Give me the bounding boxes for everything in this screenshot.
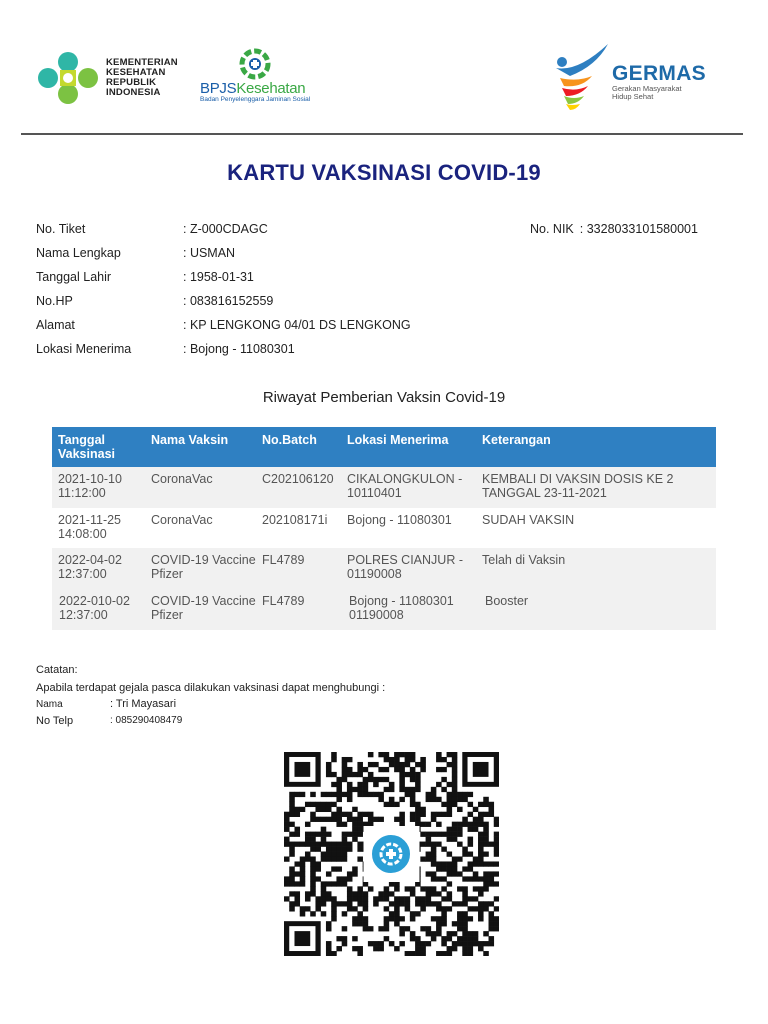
info-value: : Bojong - 11080301 <box>183 342 295 356</box>
vaccine-history-title: Riwayat Pemberian Vaksin Covid-19 <box>262 389 506 406</box>
table-cell: 2022-04-02 12:37:00 <box>58 553 122 581</box>
table-cell: CIKALONGKULON - 10110401 <box>347 472 463 500</box>
nik-field <box>530 222 698 236</box>
page-title: KARTU VAKSINASI COVID-19 <box>227 160 541 185</box>
table-cell: COVID-19 Vaccine Pfizer <box>151 553 256 581</box>
info-label: No.HP <box>36 294 73 308</box>
info-value: : Z-000CDAGC <box>183 222 268 236</box>
table-cell: Booster <box>485 594 529 608</box>
germas-title: GERMAS <box>612 62 706 85</box>
info-value: : 083816152559 <box>183 294 274 308</box>
contact-phone-value: : 085290408479 <box>110 715 183 726</box>
table-cell: 2022-010-02 12:37:00 <box>59 594 130 622</box>
table-cell: 2021-11-25 14:08:00 <box>58 513 122 541</box>
header <box>0 0 768 135</box>
table-row <box>52 508 716 549</box>
header-cell-notes: Keterangan <box>482 433 551 447</box>
table-cell: CoronaVac <box>151 472 213 486</box>
table-header <box>52 427 716 467</box>
table-cell: SUDAH VAKSIN <box>482 513 575 527</box>
bpjs-logo <box>238 48 272 80</box>
header-cell-date: Tanggal Vaksinasi <box>58 433 115 461</box>
header-cell-batch: No.Batch <box>262 433 317 447</box>
table-cell: Bojong - 11080301 <box>347 513 452 527</box>
notes-heading: Catatan: <box>36 664 78 676</box>
header-cell-location: Lokasi Menerima <box>347 433 449 447</box>
bpjs-center-icon <box>369 832 413 876</box>
info-value: : 1958-01-31 <box>183 270 254 284</box>
kemenkes-name: KEMENTERIAN KESEHATAN REPUBLIK INDONESIA <box>106 57 178 98</box>
contact-name-label: Nama <box>36 699 63 710</box>
table-cell: FL4789 <box>262 553 305 567</box>
table-cell: 2021-10-10 11:12:00 <box>58 472 122 500</box>
contact-phone-label: No Telp <box>36 715 74 727</box>
nik-label: No. NIK <box>530 222 574 236</box>
germas-logo <box>548 42 616 112</box>
bpjs-subtitle: Badan Penyelenggara Jaminan Sosial <box>200 96 311 103</box>
table-cell: Bojong - 11080301 01190008 <box>349 594 454 622</box>
qr-code <box>284 752 499 956</box>
table-cell: CoronaVac <box>151 513 213 527</box>
header-divider <box>21 133 743 135</box>
info-value: : KP LENGKONG 04/01 DS LENGKONG <box>183 318 411 332</box>
table-cell: C202106120 <box>262 472 334 486</box>
info-label: Alamat <box>36 318 75 332</box>
kemenkes-logo <box>38 52 98 104</box>
info-label: Tanggal Lahir <box>36 270 112 284</box>
germas-subtitle: Gerakan Masyarakat Hidup Sehat <box>612 84 682 101</box>
notes-text: Apabila terdapat gejala pasca dilakukan vaksinasi dapat menghubungi : <box>36 682 386 694</box>
info-value: : USMAN <box>183 246 236 260</box>
header-cell-vaccine: Nama Vaksin <box>151 433 229 447</box>
table-row <box>52 467 716 508</box>
table-cell: COVID-19 Vaccine Pfizer <box>151 594 256 622</box>
table-cell: FL4789 <box>262 594 305 608</box>
table-cell: 202108171i <box>262 513 328 527</box>
info-label: No. Tiket <box>36 222 86 236</box>
bpjs-name: BPJSKesehatan <box>200 80 306 97</box>
table-cell: Telah di Vaksin <box>482 553 566 567</box>
info-label: Nama Lengkap <box>36 246 121 260</box>
table-row <box>52 548 716 589</box>
contact-name-value: : Tri Mayasari <box>110 698 177 710</box>
info-label: Lokasi Menerima <box>36 342 132 356</box>
table-row <box>52 589 716 630</box>
table-cell: POLRES CIANJUR - 01190008 <box>347 553 463 581</box>
nik-value: : 3328033101580001 <box>579 222 698 236</box>
table-cell: KEMBALI DI VAKSIN DOSIS KE 2 TANGGAL 23-11-2021 <box>482 472 674 500</box>
